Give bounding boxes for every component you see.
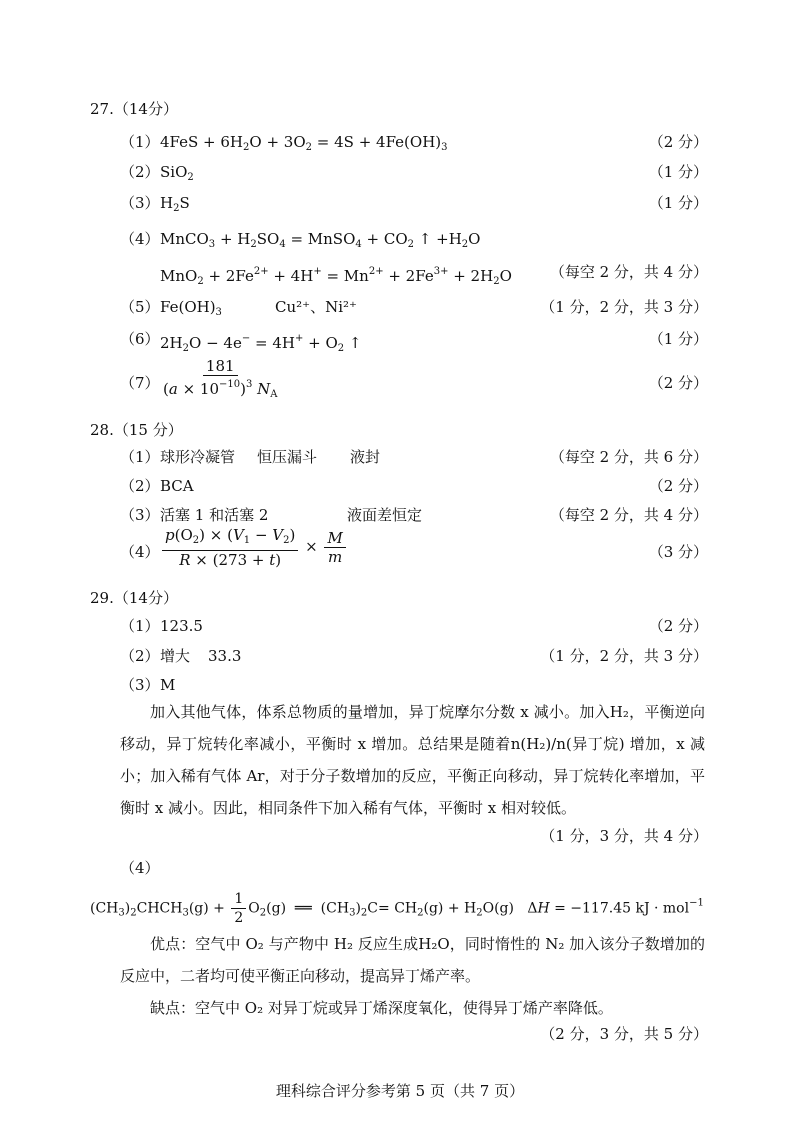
q27-2-score: （1 分）	[648, 163, 708, 181]
q29-3-answer: M	[160, 676, 176, 694]
q28-4-num: （4）	[120, 543, 160, 561]
q29-4-equation: $(CH_3)_2CHCH_3(g)$ + $\frac{1}{2}$ $O_2(g)$ ══ $(CH_3)_2C= CH_2(g) + H_2O(g) \Delta H = -117.45$ kJ · mol$^{-1}$	[90, 891, 704, 926]
q29-4-disadvantage: 缺点：空气中 O₂ 对异丁烷或异丁烯深度氧化，使得异丁烯产率降低。	[150, 999, 613, 1017]
q28-2-num: （2）	[120, 477, 160, 495]
q29-2-score: （1 分，2 分，共 3 分）	[540, 647, 708, 665]
q29-4-score: （2 分，3 分，共 5 分）	[540, 1025, 708, 1043]
q27-4-num: （4）	[120, 230, 160, 248]
q28-2-answer: BCA	[160, 477, 194, 495]
q27-7-score: （2 分）	[648, 374, 708, 392]
q29-4-num: （4）	[120, 859, 160, 877]
q27-6-num: （6）	[120, 330, 160, 348]
q27-header: 27.（14分）	[90, 100, 178, 118]
q27-1-num: （1）	[120, 133, 160, 151]
q27-3-num: （3）	[120, 194, 160, 212]
q27-1-equation: $4FeS + 6H_2O + 3O_2 = 4S + 4Fe(OH)_3$	[160, 133, 448, 153]
q28-3-score: （每空 2 分，共 4 分）	[549, 506, 708, 524]
q27-5-score: （1 分，2 分，共 3 分）	[540, 298, 708, 316]
q28-1-answer-3: 液封	[350, 448, 381, 466]
q28-header: 28.（15 分）	[90, 421, 183, 439]
q27-7-numerator: 181	[203, 357, 238, 376]
q27-4-score: （每空 2 分，共 4 分）	[549, 263, 708, 281]
q28-4-formula: $\frac{p(O_2) \times (V_1 - V_2)}{R \times (273 + t)}$ × $\frac{M}{m}$	[160, 526, 348, 569]
q28-3-num: （3）	[120, 506, 160, 524]
q29-3-score: （1 分，3 分，共 4 分）	[540, 827, 708, 845]
q28-1-answer-1: 球形冷凝管	[160, 448, 236, 466]
q27-5-ions: Cu²⁺、Ni²⁺	[275, 298, 357, 316]
q27-3-answer: $H_2S$	[160, 194, 190, 214]
q29-3-num: （3）	[120, 676, 160, 694]
q28-3-answer-1: 活塞 1 和活塞 2	[160, 506, 269, 524]
q29-header: 29.（14分）	[90, 589, 178, 607]
q29-2-answer-2: 33.3	[208, 647, 242, 665]
q27-6-equation: $2H_2O - 4e^- = 4H^+ + O_2$ ↑	[160, 333, 362, 354]
q29-1-num: （1）	[120, 617, 160, 635]
q27-4-equation-2: $MnO_2 + 2Fe^{2+} + 4H^+ = Mn^{2+} + 2Fe^{3+} + 2H_2O$	[160, 266, 512, 287]
q29-2-answer-1: 增大	[160, 647, 191, 665]
q27-2-num: （2）	[120, 163, 160, 181]
q27-3-score: （1 分）	[648, 194, 708, 212]
q28-2-score: （2 分）	[648, 477, 708, 495]
q27-4-equation-1: MnCO$_3$ + $H_2SO_4$ = MnSO$_4$ + $CO_2$ ↑ $+H_2O$	[160, 230, 481, 250]
q29-1-answer: 123.5	[160, 617, 203, 635]
q29-4-advantage: 优点：空气中 O₂ 与产物中 H₂ 反应生成H₂O，同时惰性的 N₂ 加入该分子数增加的反应中，二者均可使平衡正向移动，提高异丁烯产率。	[120, 935, 705, 985]
q27-2-answer: SiO$_2$	[160, 163, 194, 183]
q28-4-score: （3 分）	[648, 543, 708, 561]
q27-6-score: （1 分）	[648, 330, 708, 348]
q28-1-num: （1）	[120, 448, 160, 466]
q28-1-score: （每空 2 分，共 6 分）	[549, 448, 708, 466]
q27-7-formula: $\frac{181}{(a \times 10^{-10})^3 N_A}$	[163, 357, 278, 400]
q27-5-answer: $Fe(OH)_3$	[160, 298, 222, 318]
q28-1-answer-2: 恒压漏斗	[257, 448, 318, 466]
q27-1-score: （2 分）	[648, 133, 708, 151]
q27-5-num: （5）	[120, 298, 160, 316]
q27-7-num: （7）	[120, 374, 160, 392]
q28-3-answer-2: 液面差恒定	[347, 506, 423, 524]
q29-3-explanation: 加入其他气体，体系总物质的量增加，异丁烷摩尔分数 x 减小。加入H₂，平衡逆向移动，异丁烷转化率减小，平衡时 x 增加。总结果是随着n(H₂)/n(异丁烷) 增加，x 减小；加入稀有气体 Ar，对于分子数增加的反应，平衡正向移动，异丁烷转化率增加，平衡时 x 减小。因此，相同条件下加入稀有气体，平衡时 x 相对较低。	[120, 703, 705, 817]
q29-2-num: （2）	[120, 647, 160, 665]
page-footer: 理科综合评分参考第 5 页（共 7 页）	[275, 1082, 525, 1100]
q29-1-score: （2 分）	[648, 617, 708, 635]
